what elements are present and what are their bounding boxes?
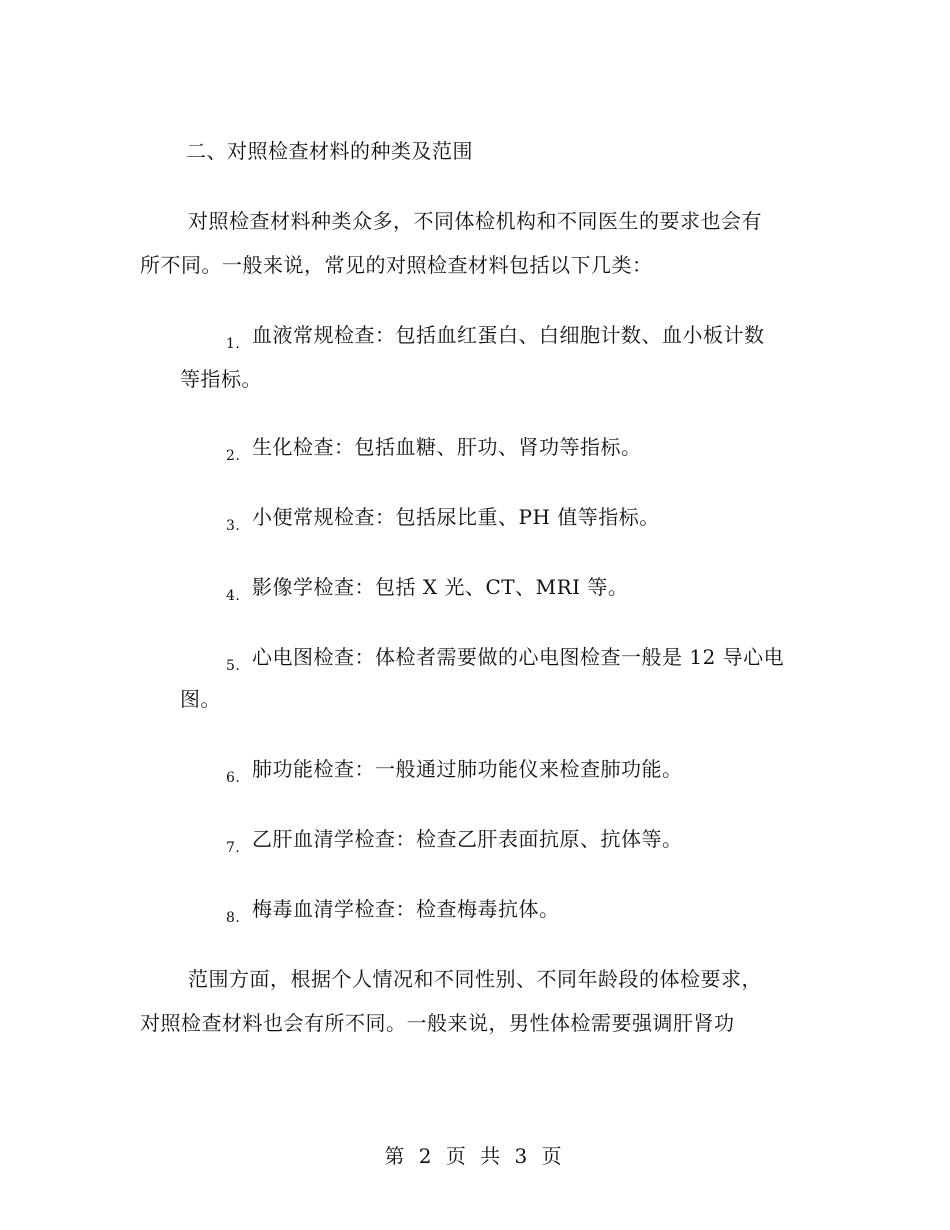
list-item-text: 乙肝血清学检查：检查乙肝表面抗原、抗体等。 <box>252 827 683 851</box>
list-item <box>226 322 765 357</box>
scope-line-1: 范围方面，根据个人情况和不同性别、不同年龄段的体检要求， <box>188 967 762 991</box>
list-item-continuation: 等指标。 <box>180 367 262 391</box>
list-item-text: 生化检查：包括血糖、肝功、肾功等指标。 <box>252 435 642 459</box>
list-item-number: 6. <box>226 770 241 786</box>
list-item <box>226 896 560 931</box>
list-item <box>226 826 683 861</box>
list-item-number: 3. <box>226 518 241 534</box>
list-item-text: 心电图检查：体检者需要做的心电图检查一般是 12 导心电 <box>252 645 785 669</box>
list-item-text: 小便常规检查：包括尿比重、PH 值等指标。 <box>252 505 660 529</box>
list-item-number: 2. <box>226 448 241 464</box>
section-heading: 二、对照检查材料的种类及范围 <box>186 139 473 163</box>
list-item-continuation: 图。 <box>180 687 221 711</box>
list-item <box>226 574 628 609</box>
list-item <box>226 644 784 679</box>
list-item-number: 1. <box>226 336 241 352</box>
list-item-number: 4. <box>226 588 241 604</box>
list-item <box>226 434 642 469</box>
intro-line-1: 对照检查材料种类众多，不同体检机构和不同医生的要求也会有 <box>188 209 762 233</box>
list-item <box>226 756 683 791</box>
page-footer: 第 2 页 共 3 页 <box>384 1144 566 1168</box>
list-item-number: 7. <box>226 840 241 856</box>
list-item-number: 8. <box>226 910 241 926</box>
list-item-text: 肺功能检查：一般通过肺功能仪来检查肺功能。 <box>252 757 683 781</box>
list-item <box>226 504 660 539</box>
intro-line-2: 所不同。一般来说，常见的对照检查材料包括以下几类： <box>140 253 653 277</box>
scope-line-2: 对照检查材料也会有所不同。一般来说，男性体检需要强调肝肾功 <box>140 1011 735 1035</box>
list-item-text: 梅毒血清学检查：检查梅毒抗体。 <box>252 897 560 921</box>
list-item-number: 5. <box>226 658 241 674</box>
list-item-text: 血液常规检查：包括血红蛋白、白细胞计数、血小板计数 <box>252 323 765 347</box>
list-item-text: 影像学检查：包括 X 光、CT、MRI 等。 <box>252 575 629 599</box>
